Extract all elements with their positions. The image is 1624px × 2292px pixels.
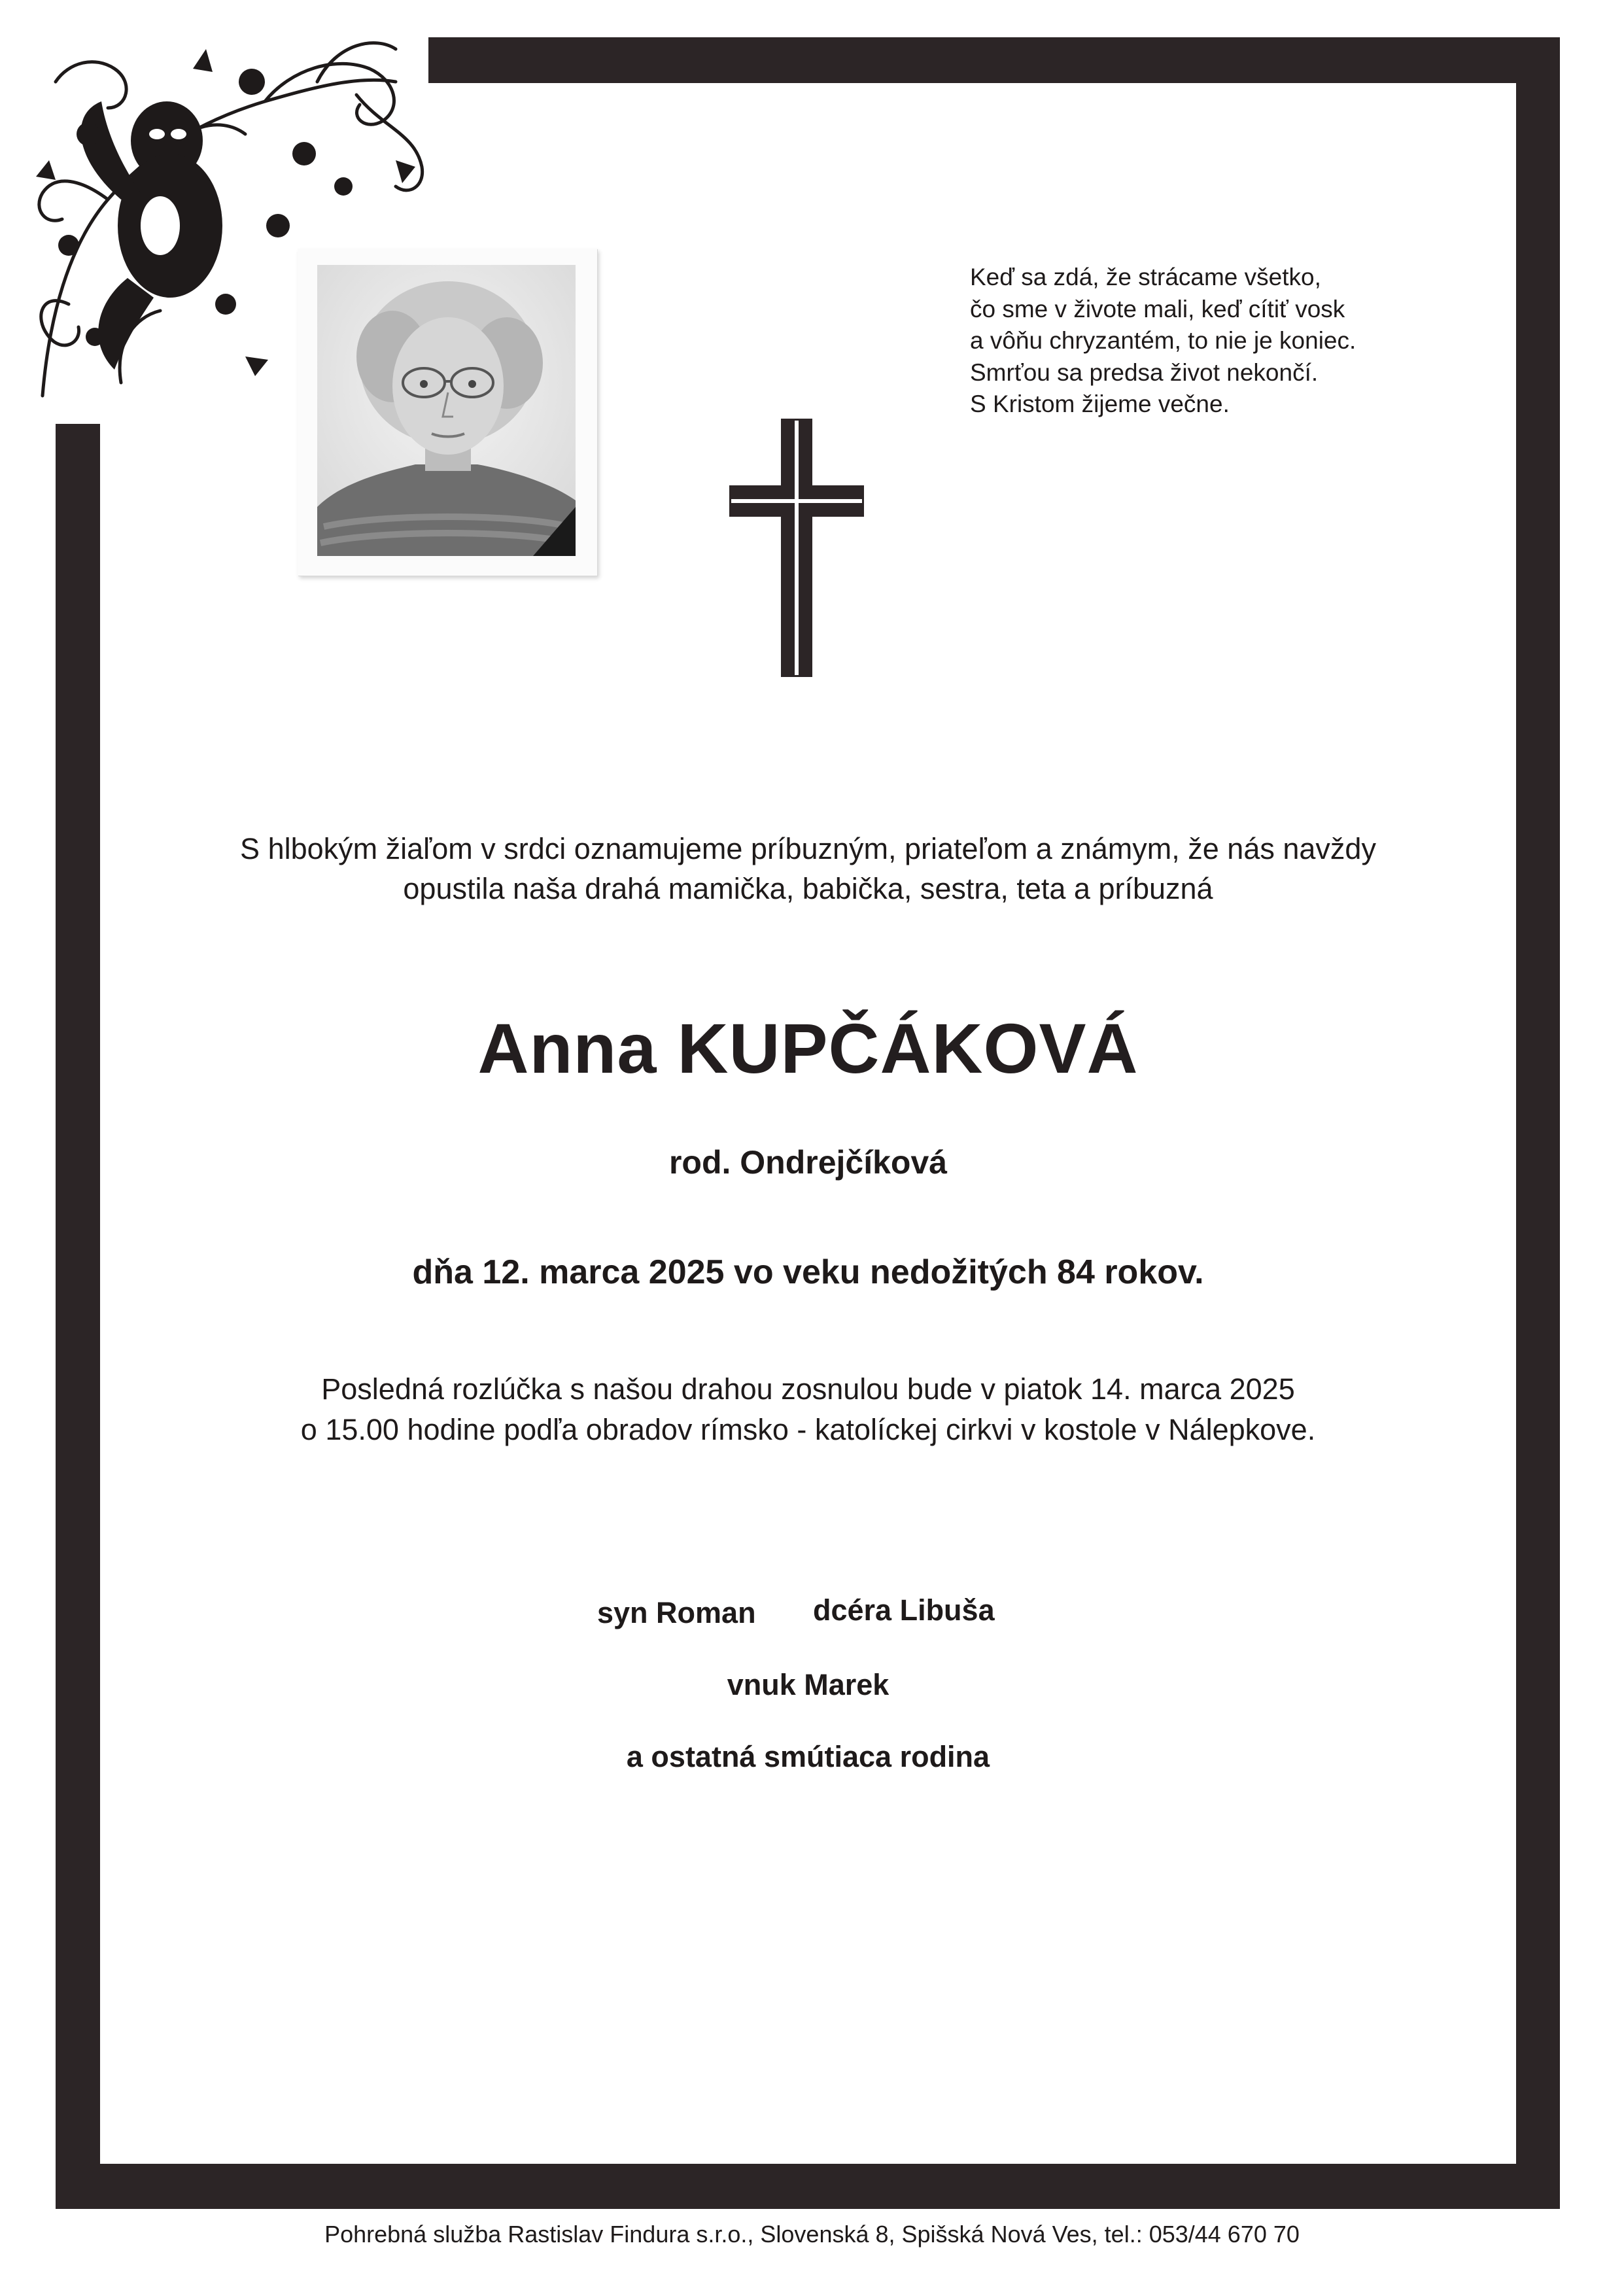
deceased-name: Anna KUPČÁKOVÁ <box>477 1009 1139 1088</box>
poem-line: Smrťou sa predsa život nekončí. <box>970 358 1319 386</box>
frame-top-bar <box>428 37 1560 83</box>
farewell-line-1: Posledná rozlúčka s našou drahou zosnulou bude v piatok 14. marca 2025 <box>321 1372 1295 1406</box>
poem <box>970 262 1467 421</box>
poem-line: Keď sa zdá, že strácame všetko, <box>970 264 1321 290</box>
mourner-family: a ostatná smútiaca rodina <box>626 1740 990 1773</box>
frame-bottom-bar <box>56 2164 1560 2209</box>
poem-line: a vôňu chryzantém, to nie je koniec. <box>970 327 1356 354</box>
mourner-grandson: vnuk Marek <box>727 1668 890 1701</box>
death-date-line: dňa 12. marca 2025 vo veku nedožitých 84 rokov. <box>412 1253 1204 1291</box>
frame-right-bar <box>1516 37 1560 2209</box>
cross-icon <box>729 419 864 677</box>
mourner-daughter: dcéra Libuša <box>813 1593 995 1627</box>
mourner-son: syn Roman <box>597 1596 756 1629</box>
frame-left-bar <box>56 424 100 2209</box>
poem-line: čo sme v živote mali, keď cítiť vosk <box>970 295 1345 322</box>
announcement-line-2: opustila naša drahá mamička, babička, sestra, teta a príbuzná <box>403 872 1213 905</box>
portrait-photo <box>317 265 576 556</box>
funeral-service-footer: Pohrebná služba Rastislav Findura s.r.o., Slovenská 8, Spišská Nová Ves, tel.: 053/44 670 70 <box>324 2221 1300 2248</box>
maiden-name: rod. Ondrejčíková <box>668 1144 948 1181</box>
poem-line: S Kristom žijeme večne. <box>970 391 1230 417</box>
announcement-line-1: S hlbokým žiaľom v srdci oznamujeme príbuzným, priateľom a známym, že nás navždy <box>240 832 1376 865</box>
farewell-line-2: o 15.00 hodine podľa obradov rímsko - katolíckej cirkvi v kostole v Nálepkove. <box>300 1413 1316 1446</box>
